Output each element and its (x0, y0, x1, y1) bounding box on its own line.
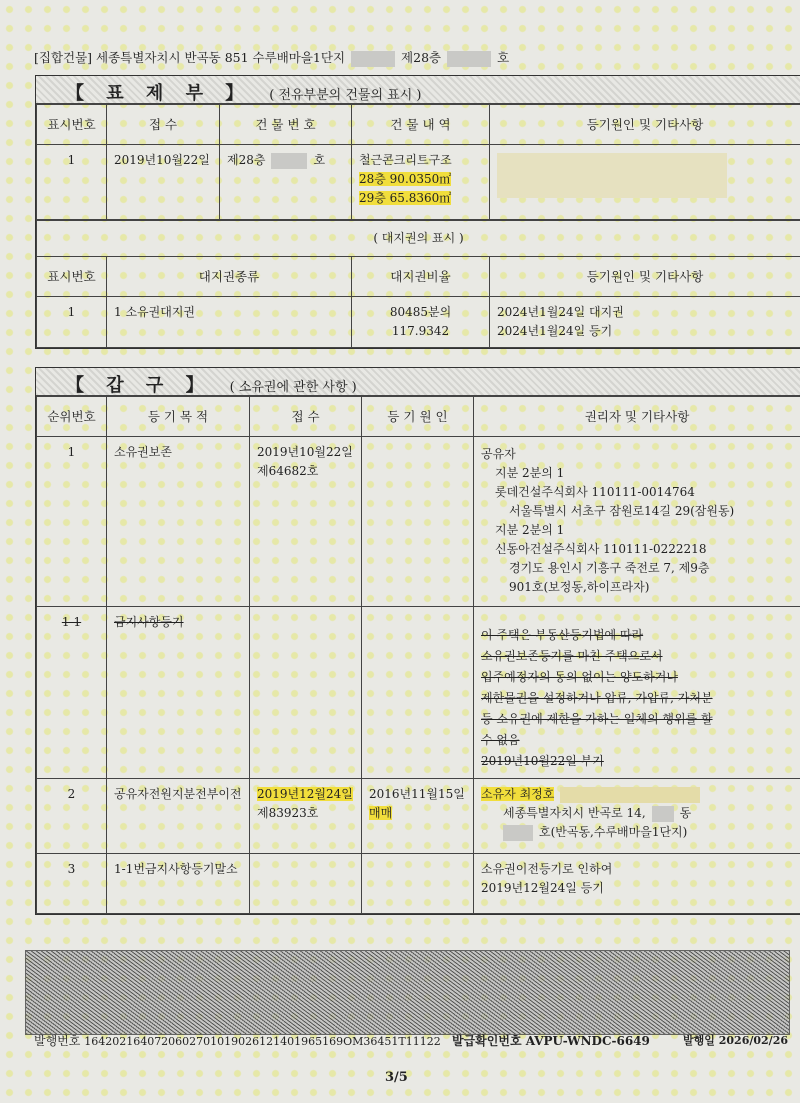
cell: 공유자전원지분전부이전 (107, 779, 250, 854)
text: 신동아건설주식회사 110111-0222218 (495, 542, 707, 556)
table-row (37, 145, 800, 220)
col-header: 등 기 원 인 (362, 397, 474, 437)
cell: 1-1 (37, 607, 107, 779)
cell: 2 (37, 779, 107, 854)
cell (490, 297, 800, 348)
subtitle: ( 전유부분의 건물의 표시 ) (269, 88, 422, 103)
label: 발행번호 (34, 1034, 81, 1048)
col-header: 권리자 및 기타사항 (474, 397, 800, 437)
ownership-table (36, 396, 800, 914)
col-header: 건 물 번 호 (220, 105, 352, 145)
cell (474, 779, 800, 854)
col-header: 순위번호 (37, 397, 107, 437)
issue-number (34, 1032, 441, 1049)
pyoje-section (35, 75, 800, 349)
section-title (36, 76, 800, 104)
value: 1642021640720602701019026121401965169OM36451T11122 (84, 1035, 441, 1048)
security-pattern (25, 950, 790, 1035)
cell: 1 (37, 145, 107, 220)
table-row (37, 437, 800, 607)
text: 호 (313, 153, 326, 167)
table-row (37, 854, 800, 914)
text: 등 소유권에 제한을 가하는 일체의 행위를 할 (481, 712, 713, 726)
text: 롯데건설주식회사 110111-0014764 (495, 485, 695, 499)
value: 2026/02/26 (718, 1034, 788, 1047)
label: 발행일 (683, 1034, 715, 1047)
text: 공유자 (481, 447, 516, 461)
text: 2024년1월24일 등기 (497, 324, 613, 338)
text: 경기도 용인시 기흥구 죽전로 7, 제9층 (509, 561, 710, 575)
text: 이 주택은 부동산등기법에 따라 (481, 628, 644, 642)
text: 지분 2분의 1 (495, 523, 565, 537)
text: 소유자 최정호 (481, 787, 555, 801)
cell (250, 437, 362, 607)
redaction (560, 787, 700, 803)
cell: 1 (37, 297, 107, 348)
cell (352, 297, 490, 348)
document-header (34, 48, 509, 67)
issue-date (683, 1032, 788, 1048)
text: 제한물권을 설정하거나 압류, 가압류, 가처분 (481, 691, 713, 705)
text: 지분 2분의 1 (495, 466, 565, 480)
text: 29층 65.8360㎡ (359, 191, 452, 205)
cell: 금지사항등기 (107, 607, 250, 779)
cell (250, 779, 362, 854)
cell: 소유권보존 (107, 437, 250, 607)
cell (474, 854, 800, 914)
redaction (351, 51, 395, 67)
text: 소유권보존등기를 마친 주택으로서 (481, 649, 663, 663)
col-header: 표시번호 (37, 257, 107, 297)
cell (362, 607, 474, 779)
col-header: 접 수 (250, 397, 362, 437)
text: 철근콘크리트구조 (359, 153, 452, 167)
text: 매매 (369, 806, 393, 820)
text: 28층 90.0350㎡ (359, 172, 452, 186)
page-number: 3/5 (385, 1070, 408, 1085)
text: 제28층 (227, 153, 266, 167)
cell (474, 607, 800, 779)
text: 2019년10월22일 (257, 445, 353, 459)
cell (362, 779, 474, 854)
table-row (37, 297, 800, 348)
cell: 1 (37, 437, 107, 607)
subtitle: ( 소유권에 관한 사항 ) (229, 380, 357, 395)
col-header: 대지권비율 (352, 257, 490, 297)
col-header: 등기원인 및 기타사항 (490, 105, 800, 145)
value: AVPU-WNDC-6649 (525, 1034, 650, 1048)
floor: 제28층 (401, 50, 442, 65)
text: 117.9342 (391, 324, 450, 338)
text: 수 없음 (481, 733, 520, 747)
text: 제83923호 (257, 806, 319, 820)
text: 서울특별시 서초구 잠원로14길 29(잠원동) (509, 504, 735, 518)
cell (250, 854, 362, 914)
text: 호(반곡동,수루배마을1단지) (539, 825, 688, 839)
section-title (36, 368, 800, 396)
text: 2019년12월24일 등기 (481, 881, 604, 895)
building-table (36, 104, 800, 220)
text: 2019년10월22일 부기 (481, 754, 604, 768)
text: 세종특별자치시 반곡로 14, (503, 806, 646, 820)
cell (352, 145, 490, 220)
confirm-number (452, 1032, 650, 1049)
text: 2019년12월24일 (257, 787, 353, 801)
text: 80485분의 (389, 305, 452, 319)
title: 【 갑 구 】 (66, 375, 212, 396)
cell (490, 145, 800, 220)
text: 2024년1월24일 대지권 (497, 305, 624, 319)
col-header: 표시번호 (37, 105, 107, 145)
col-header: 등 기 목 적 (107, 397, 250, 437)
subsection-title: ( 대지권의 표시 ) (37, 221, 800, 257)
cell (362, 437, 474, 607)
cell: 1-1번금지사항등기말소 (107, 854, 250, 914)
cell (250, 607, 362, 779)
text: 입주예정자의 동의 없이는 양도하거나 (481, 670, 678, 684)
col-header: 건 물 내 역 (352, 105, 490, 145)
title: 【 표 제 부 】 (66, 83, 252, 104)
cell: 2019년10월22일 (107, 145, 220, 220)
redaction (497, 153, 727, 198)
redaction (271, 153, 307, 169)
label: 발급확인번호 (452, 1034, 522, 1048)
cell: 3 (37, 854, 107, 914)
address: [집합건물] 세종특별자치시 반곡동 851 수루배마을1단지 (34, 50, 346, 65)
land-table (36, 220, 800, 348)
table-row (37, 607, 800, 779)
col-header: 접 수 (107, 105, 220, 145)
cell (220, 145, 352, 220)
col-header: 대지권종류 (107, 257, 352, 297)
redaction (652, 806, 674, 822)
redaction (503, 825, 533, 841)
text: 동 (679, 806, 692, 820)
cell (362, 854, 474, 914)
col-header: 등기원인 및 기타사항 (490, 257, 800, 297)
cell (474, 437, 800, 607)
table-row (37, 779, 800, 854)
text: 소유권이전등기로 인하여 (481, 862, 613, 876)
text: 901호(보정동,하이프라자) (509, 580, 650, 594)
text: 2016년11월15일 (369, 787, 465, 801)
cell: 1 소유권대지권 (107, 297, 352, 348)
unit-suffix: 호 (497, 50, 510, 65)
gapgu-section (35, 367, 800, 915)
text: 제64682호 (257, 464, 319, 478)
redaction (447, 51, 491, 67)
